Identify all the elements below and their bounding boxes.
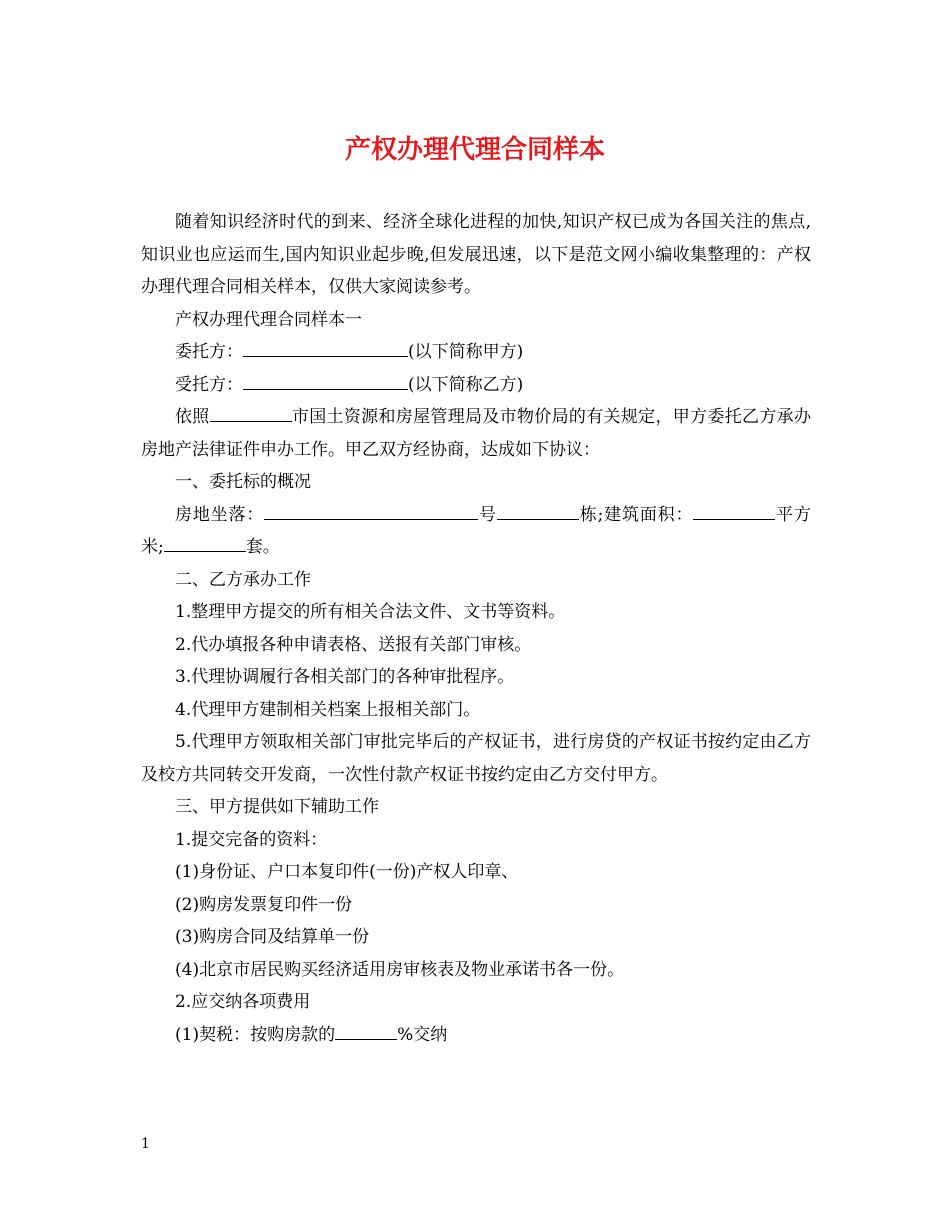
sample-heading: 产权办理代理合同样本一 xyxy=(175,309,362,330)
number-label: 号 xyxy=(478,504,497,525)
basis-rest: 市国土资源和房屋管理局及市物价局的有关规定，甲方委托乙方承办房地产法律证件申办工作。甲乙双方经协商，达成如下协议： xyxy=(141,407,811,460)
agent-suffix: (以下简称乙方) xyxy=(408,374,524,395)
agent-line xyxy=(141,369,811,402)
deed-tax-line xyxy=(141,1019,811,1052)
section2-item: 1.整理甲方提交的所有相关合法文件、文书等资料。 xyxy=(175,602,566,622)
materials-item: (4)北京市居民购买经济适用房审核表及物业承诺书各一份。 xyxy=(175,959,625,980)
basis-paragraph xyxy=(141,401,811,466)
agent-label: 受托方： xyxy=(175,374,243,395)
set-unit: 套。 xyxy=(245,537,280,557)
building-blank xyxy=(497,499,579,520)
section2-heading: 二、乙方承办工作 xyxy=(175,569,311,590)
fees-heading: 2.应交纳各项费用 xyxy=(175,992,311,1012)
city-blank xyxy=(210,401,292,422)
agent-blank xyxy=(243,369,408,390)
set-blank xyxy=(164,531,246,552)
client-label: 委托方： xyxy=(175,342,243,362)
section2-item: 4.代理甲方建制相关档案上报相关部门。 xyxy=(175,699,481,720)
page-title: 产权办理代理合同样本 xyxy=(344,135,605,165)
page-number: 1 xyxy=(141,1136,150,1152)
location-blank xyxy=(264,499,478,520)
building-label: 栋;建筑面积： xyxy=(578,504,694,525)
location-paragraph xyxy=(141,499,811,564)
deed-tax-prefix: (1)契税：按购房款的 xyxy=(175,1024,336,1045)
area-blank xyxy=(693,499,775,520)
materials-item: (3)购房合同及结算单一份 xyxy=(175,927,370,947)
materials-item: (2)购房发票复印件一份 xyxy=(175,894,353,915)
client-suffix: (以下简称甲方) xyxy=(408,342,524,362)
section2-item: 2.代办填报各种申请表格、送报有关部门审核。 xyxy=(175,634,532,655)
deed-tax-blank xyxy=(335,1019,397,1040)
document-body xyxy=(141,206,811,1051)
section2-item: 5.代理甲方领取相关部门审批完毕后的产权证书，进行房贷的产权证书按约定由乙方及校方共同转交开发商，一次性付款产权证书按约定由乙方交付甲方。 xyxy=(141,732,811,785)
client-line xyxy=(141,336,811,369)
materials-item: (1)身份证、户口本复印件(一份)产权人印章、 xyxy=(175,862,519,882)
basis-prefix: 依照 xyxy=(175,407,210,427)
section2-item: 3.代理协调履行各相关部门的各种审批程序。 xyxy=(175,667,515,687)
client-blank xyxy=(243,336,408,357)
deed-tax-suffix: %交纳 xyxy=(397,1024,448,1045)
materials-heading: 1.提交完备的资料： xyxy=(175,829,328,850)
section3-heading: 三、甲方提供如下辅助工作 xyxy=(175,797,379,817)
section1-heading: 一、委托标的概况 xyxy=(175,472,311,492)
area-unit: 平方米; xyxy=(141,504,812,557)
location-label: 房地坐落： xyxy=(175,504,265,525)
intro-paragraph: 随着知识经济时代的到来、经济全球化进程的加快,知识产权已成为各国关注的焦点,知识业也应运而生,国内知识业起步晚,但发展迅速，以下是范文网小编收集整理的：产权办理代理合同相关样本，仅供大家阅读参考。 xyxy=(141,212,811,297)
